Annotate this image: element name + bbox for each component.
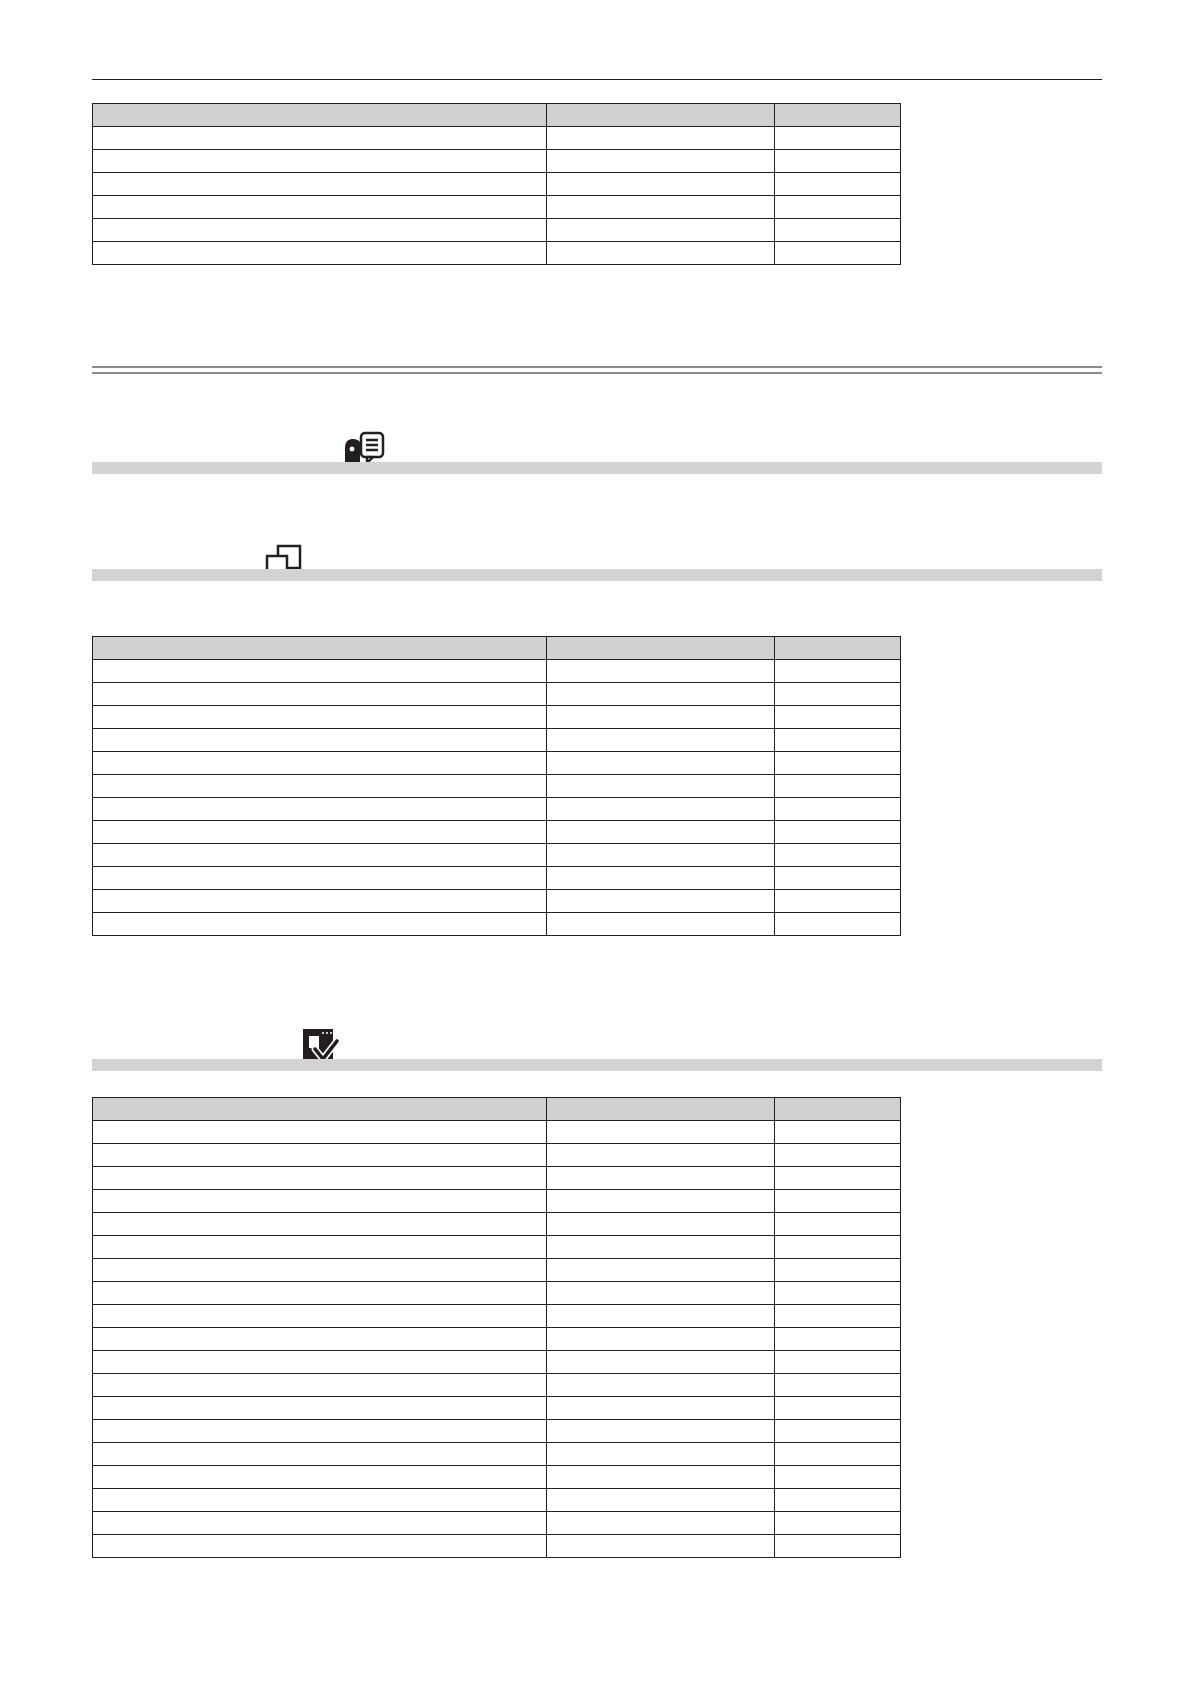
table-row	[93, 821, 901, 844]
section-band-a	[92, 462, 1102, 474]
table-cell	[93, 729, 547, 752]
table-cell	[775, 867, 901, 890]
table-row	[93, 1374, 901, 1397]
table-cell	[775, 1466, 901, 1489]
table-cell	[93, 1374, 547, 1397]
table-cell	[93, 1236, 547, 1259]
table-cell	[775, 1420, 901, 1443]
table-cell	[547, 844, 775, 867]
table-cell	[547, 913, 775, 936]
column-header	[775, 1098, 901, 1121]
table-row	[93, 660, 901, 683]
column-header	[547, 1098, 775, 1121]
table-cell	[775, 706, 901, 729]
column-header	[547, 104, 775, 127]
table-row	[93, 1535, 901, 1558]
table-cell	[547, 1282, 775, 1305]
section-band-c	[92, 1059, 1102, 1071]
table-row	[93, 729, 901, 752]
table-row	[93, 173, 901, 196]
table-cell	[547, 775, 775, 798]
table-row	[93, 1351, 901, 1374]
column-header	[775, 637, 901, 660]
table-cell	[93, 1190, 547, 1213]
table-cell	[775, 798, 901, 821]
table-cell	[775, 127, 901, 150]
table-cell	[93, 867, 547, 890]
table-cell	[775, 1351, 901, 1374]
table-cell	[93, 242, 547, 265]
table-cell	[547, 1512, 775, 1535]
table-cell	[547, 1397, 775, 1420]
table-cell	[775, 1190, 901, 1213]
table-cell	[93, 1466, 547, 1489]
table-cell	[93, 1351, 547, 1374]
table-cell	[775, 775, 901, 798]
table-cell	[775, 196, 901, 219]
table-cell	[93, 1443, 547, 1466]
table-row	[93, 1328, 901, 1351]
table-cell	[547, 1420, 775, 1443]
table-cell	[93, 1282, 547, 1305]
table-cell	[547, 1351, 775, 1374]
table-cell	[93, 1167, 547, 1190]
table-cell	[775, 1213, 901, 1236]
table-cell	[547, 1213, 775, 1236]
table-cell	[93, 1305, 547, 1328]
table-header-row	[93, 637, 901, 660]
table-cell	[775, 1236, 901, 1259]
table-cell	[775, 821, 901, 844]
table-cell	[775, 1512, 901, 1535]
table-cell	[775, 1328, 901, 1351]
table-cell	[93, 1512, 547, 1535]
table-cell	[547, 706, 775, 729]
table-cell	[775, 913, 901, 936]
table-cell	[547, 1374, 775, 1397]
table-row	[93, 1121, 901, 1144]
table-cell	[547, 1328, 775, 1351]
table-row	[93, 1236, 901, 1259]
table-cell	[547, 752, 775, 775]
table-2	[92, 636, 901, 936]
table-row	[93, 1282, 901, 1305]
table-cell	[93, 1213, 547, 1236]
table-row	[93, 867, 901, 890]
table-cell	[547, 1144, 775, 1167]
table-row	[93, 196, 901, 219]
table-cell	[775, 844, 901, 867]
table-cell	[547, 1466, 775, 1489]
table-cell	[547, 127, 775, 150]
table-row	[93, 706, 901, 729]
table-row	[93, 1305, 901, 1328]
table-row	[93, 242, 901, 265]
table-cell	[775, 1167, 901, 1190]
table-cell	[775, 1282, 901, 1305]
table-cell	[547, 729, 775, 752]
table-row	[93, 1213, 901, 1236]
table-cell	[775, 1259, 901, 1282]
table-cell	[93, 1259, 547, 1282]
table-row	[93, 1512, 901, 1535]
table-row	[93, 798, 901, 821]
table-cell	[93, 1328, 547, 1351]
table-cell	[547, 1121, 775, 1144]
table-row	[93, 913, 901, 936]
table-cell	[775, 752, 901, 775]
table-cell	[775, 150, 901, 173]
table-cell	[547, 683, 775, 706]
table-cell	[547, 150, 775, 173]
table-cell	[547, 196, 775, 219]
table-cell	[547, 1190, 775, 1213]
table-1	[92, 103, 901, 265]
table-cell	[775, 1121, 901, 1144]
table-cell	[93, 706, 547, 729]
table-cell	[93, 660, 547, 683]
table-cell	[547, 1236, 775, 1259]
table-cell	[93, 1420, 547, 1443]
table-cell	[93, 196, 547, 219]
table-cell	[775, 1144, 901, 1167]
table-cell	[93, 683, 547, 706]
column-header	[775, 104, 901, 127]
table-cell	[775, 1443, 901, 1466]
table-row	[93, 775, 901, 798]
table-cell	[547, 1167, 775, 1190]
table-cell	[93, 219, 547, 242]
table-cell	[93, 173, 547, 196]
table-cell	[547, 1443, 775, 1466]
table-row	[93, 127, 901, 150]
table-cell	[775, 729, 901, 752]
table-3	[92, 1097, 901, 1558]
table-cell	[775, 242, 901, 265]
table-cell	[547, 242, 775, 265]
table-row	[93, 1420, 901, 1443]
column-header	[93, 1098, 547, 1121]
table-cell	[547, 173, 775, 196]
table-cell	[775, 660, 901, 683]
table-cell	[93, 1121, 547, 1144]
table-cell	[93, 752, 547, 775]
table-cell	[775, 1535, 901, 1558]
table-cell	[775, 219, 901, 242]
table-cell	[93, 844, 547, 867]
table-cell	[775, 1305, 901, 1328]
top-rule	[92, 79, 1102, 80]
table-row	[93, 1466, 901, 1489]
table-cell	[547, 1535, 775, 1558]
table-cell	[93, 1489, 547, 1512]
table-row	[93, 683, 901, 706]
table-row	[93, 844, 901, 867]
table-cell	[93, 798, 547, 821]
section-band-b	[92, 569, 1102, 581]
table-cell	[93, 1144, 547, 1167]
table-cell	[775, 890, 901, 913]
table-cell	[547, 867, 775, 890]
table-cell	[547, 1489, 775, 1512]
table-header-row	[93, 104, 901, 127]
column-header	[547, 637, 775, 660]
table-row	[93, 1190, 901, 1213]
table-cell	[547, 798, 775, 821]
table-row	[93, 1489, 901, 1512]
table-row	[93, 890, 901, 913]
table-row	[93, 1397, 901, 1420]
table-cell	[775, 683, 901, 706]
table-cell	[93, 821, 547, 844]
table-row	[93, 1167, 901, 1190]
table-row	[93, 752, 901, 775]
section-divider	[92, 366, 1102, 374]
table-cell	[775, 1489, 901, 1512]
table-cell	[775, 173, 901, 196]
table-cell	[93, 1535, 547, 1558]
table-row	[93, 1259, 901, 1282]
table-cell	[547, 219, 775, 242]
table-row	[93, 1144, 901, 1167]
table-cell	[547, 660, 775, 683]
table-cell	[547, 1305, 775, 1328]
table-cell	[93, 127, 547, 150]
column-header	[93, 637, 547, 660]
table-row	[93, 150, 901, 173]
table-cell	[775, 1397, 901, 1420]
table-row	[93, 1443, 901, 1466]
table-cell	[93, 890, 547, 913]
table-cell	[93, 775, 547, 798]
table-cell	[93, 913, 547, 936]
table-header-row	[93, 1098, 901, 1121]
table-cell	[93, 1397, 547, 1420]
table-cell	[547, 1259, 775, 1282]
table-row	[93, 219, 901, 242]
table-cell	[547, 821, 775, 844]
table-cell	[547, 890, 775, 913]
column-header	[93, 104, 547, 127]
table-cell	[775, 1374, 901, 1397]
table-cell	[93, 150, 547, 173]
